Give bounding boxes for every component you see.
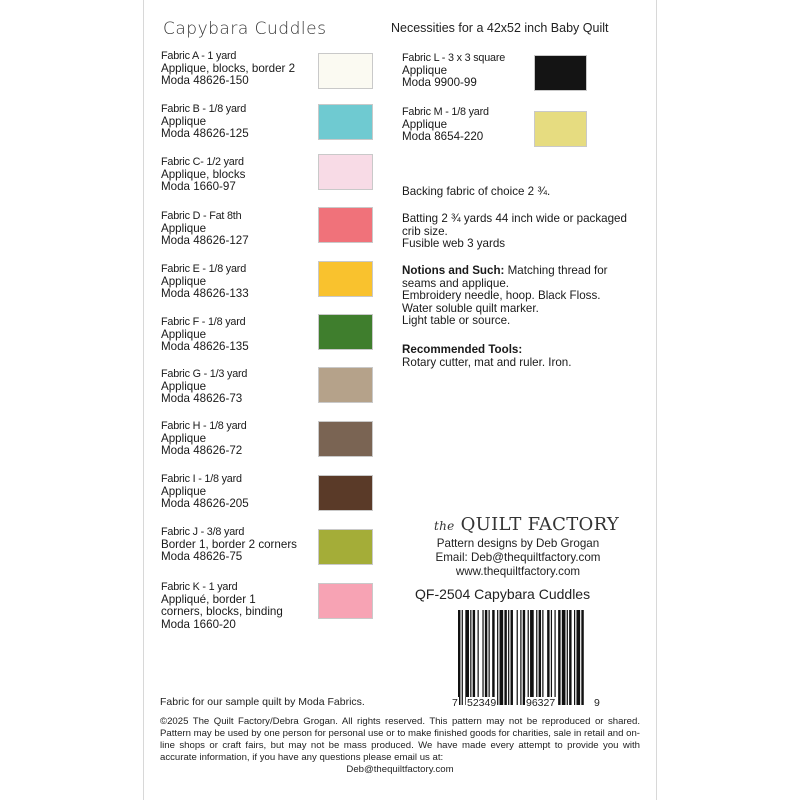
fabric-g-code: Moda 48626-73 <box>161 392 243 406</box>
barcode-bar <box>567 610 568 705</box>
fabric-c-swatch <box>318 154 373 190</box>
barcode-digits-2: 52349 <box>467 697 497 709</box>
notions-line-2: seams and applique. <box>402 276 509 290</box>
fabric-item-h <box>161 420 247 458</box>
barcode-bar <box>470 610 471 705</box>
fabric-b-amount: Fabric B - 1/8 yard <box>161 103 247 115</box>
barcode-bar <box>574 610 575 705</box>
fabric-a-amount: Fabric A - 1 yard <box>161 50 237 62</box>
logo-name: QUILT FACTORY <box>460 514 620 535</box>
fabric-item-a <box>161 50 295 88</box>
batting-note <box>402 213 627 251</box>
barcode-bar <box>511 610 513 705</box>
barcode-bar <box>569 610 571 705</box>
barcode-bar <box>530 610 534 705</box>
tools-section <box>402 344 571 369</box>
fabric-d-use: Applique <box>161 221 207 235</box>
barcode-bar <box>542 610 543 705</box>
barcode-bar <box>517 610 518 705</box>
fabric-b-swatch <box>318 104 373 140</box>
barcode-bar <box>551 610 552 705</box>
fabric-d-swatch <box>318 207 373 243</box>
fabric-b-code: Moda 48626-125 <box>161 127 249 141</box>
fabric-m-use: Applique <box>402 117 448 131</box>
fabric-j-swatch <box>318 529 373 565</box>
logo-the: the <box>434 519 455 533</box>
fabric-c-amount: Fabric C- 1/2 yard <box>161 156 244 168</box>
barcode-bar <box>558 610 560 705</box>
barcode-image <box>458 610 585 705</box>
fabric-item-i <box>161 473 249 511</box>
barcode-bar <box>497 610 498 705</box>
fabric-k-use: Appliqué, border 1 <box>161 592 256 606</box>
fabric-i-use: Applique <box>161 484 207 498</box>
fabric-item-j <box>161 526 297 564</box>
fabric-k-code: Moda 1660-20 <box>161 617 236 631</box>
barcode-digit-4: 9 <box>594 697 600 709</box>
fabric-h-code: Moda 48626-72 <box>161 444 243 458</box>
quilt-size-subtitle: Necessities for a 42x52 inch Baby Quilt <box>391 21 609 35</box>
barcode-bar <box>576 610 580 705</box>
fusible-web-note: Fusible web 3 yards <box>402 237 506 251</box>
barcode-bar <box>562 610 566 705</box>
fabric-h-swatch <box>318 421 373 457</box>
fabric-l-use: Applique <box>402 63 448 77</box>
fabric-l-code: Moda 9900-99 <box>402 76 477 90</box>
notions-line-5: Light table or source. <box>402 314 511 328</box>
pattern-code: QF-2504 Capybara Cuddles <box>415 586 591 602</box>
barcode-bar <box>539 610 541 705</box>
barcode-bar <box>520 610 521 705</box>
fabric-f-amount: Fabric F - 1/8 yard <box>161 316 246 328</box>
fabric-item-g <box>161 368 247 406</box>
notions-section <box>402 265 608 328</box>
backing-note: Backing fabric of choice 2 ¾. <box>402 185 551 198</box>
barcode-bar <box>547 610 549 705</box>
fabric-c-use: Applique, blocks <box>161 167 246 181</box>
fabric-credit: Fabric for our sample quilt by Moda Fabrics. <box>160 696 365 708</box>
fabric-h-use: Applique <box>161 431 207 445</box>
barcode-bar <box>458 610 460 705</box>
email-line: Email: Deb@thequiltfactory.com <box>435 551 601 564</box>
barcode-bar <box>508 610 509 705</box>
fabric-item-c <box>161 156 245 194</box>
fabric-item-f <box>161 316 249 354</box>
barcode-digits-3: 96327 <box>526 697 556 709</box>
fabric-item-d <box>161 210 249 248</box>
fabric-m-code: Moda 8654-220 <box>402 130 484 144</box>
barcode-bar <box>504 610 506 705</box>
fabric-k-swatch <box>318 583 373 619</box>
barcode-bar <box>478 610 479 705</box>
fabric-b-use: Applique <box>161 114 207 128</box>
barcode-bar <box>482 610 483 705</box>
tools-heading: Recommended Tools: <box>402 343 523 356</box>
fabric-i-swatch <box>318 475 373 511</box>
barcode-bar <box>554 610 555 705</box>
fabric-d-amount: Fabric D - Fat 8th <box>161 210 242 222</box>
barcode-bar <box>462 610 463 705</box>
barcode-bar <box>500 610 504 705</box>
fabric-item-m <box>402 106 489 144</box>
fabric-f-code: Moda 48626-135 <box>161 340 249 354</box>
fabric-item-b <box>161 103 249 141</box>
barcode-bar <box>473 610 475 705</box>
fabric-g-use: Applique <box>161 379 207 393</box>
fabric-item-k <box>161 581 283 631</box>
fabric-j-use: Border 1, border 2 corners <box>161 537 297 551</box>
batting-line-2: crib size. <box>402 224 448 238</box>
notions-line-3: Embroidery needle, hoop. Black Floss. <box>402 289 601 303</box>
fabric-a-swatch <box>318 53 373 89</box>
contact-block <box>420 537 616 579</box>
website-line: www.thequiltfactory.com <box>455 565 581 578</box>
fabric-c-code: Moda 1660-97 <box>161 180 236 194</box>
barcode-bar <box>581 610 583 705</box>
barcode-bar <box>492 610 494 705</box>
notions-line-1: Matching thread for <box>504 264 608 277</box>
fabric-k-amount: Fabric K - 1 yard <box>161 581 238 593</box>
fabric-f-use: Applique <box>161 327 207 341</box>
fabric-f-swatch <box>318 314 373 350</box>
notions-line-4: Water soluble quilt marker. <box>402 301 539 315</box>
quilt-factory-logo <box>434 514 619 535</box>
barcode-digit-1: 7 <box>452 697 458 709</box>
fabric-l-swatch <box>534 55 587 91</box>
fabric-j-amount: Fabric J - 3/8 yard <box>161 526 245 538</box>
fabric-i-code: Moda 48626-205 <box>161 497 249 511</box>
fabric-item-e <box>161 263 249 301</box>
fabric-m-amount: Fabric M - 1/8 yard <box>402 106 489 118</box>
fabric-a-use: Applique, blocks, border 2 <box>161 61 296 75</box>
pattern-title: Capybara Cuddles <box>163 19 327 39</box>
fabric-e-use: Applique <box>161 274 207 288</box>
fabric-a-code: Moda 48626-150 <box>161 74 249 88</box>
notions-heading: Notions and Such: <box>402 264 505 277</box>
fabric-e-amount: Fabric E - 1/8 yard <box>161 263 247 275</box>
fabric-k-use-cont: corners, blocks, binding <box>161 605 283 619</box>
designer-line: Pattern designs by Deb Grogan <box>436 537 600 550</box>
tools-text: Rotary cutter, mat and ruler. Iron. <box>402 355 572 369</box>
fabric-h-amount: Fabric H - 1/8 yard <box>161 420 247 432</box>
copyright-email: Deb@thequiltfactory.com <box>346 764 454 775</box>
barcode-bar <box>489 610 490 705</box>
barcode-bar <box>523 610 525 705</box>
copyright-notice <box>160 716 640 776</box>
fabric-i-amount: Fabric I - 1/8 yard <box>161 473 242 485</box>
fabric-l-amount: Fabric L - 3 x 3 square <box>402 52 506 64</box>
fabric-g-swatch <box>318 367 373 403</box>
fabric-item-l <box>402 52 505 90</box>
fabric-d-code: Moda 48626-127 <box>161 234 249 248</box>
fabric-e-swatch <box>318 261 373 297</box>
fabric-g-amount: Fabric G - 1/3 yard <box>161 368 248 380</box>
fabric-j-code: Moda 48626-75 <box>161 550 243 564</box>
barcode-bar <box>485 610 487 705</box>
barcode-bar <box>465 610 469 705</box>
fabric-e-code: Moda 48626-133 <box>161 287 249 301</box>
barcode-bar <box>536 610 537 705</box>
barcode-bar <box>528 610 529 705</box>
fabric-m-swatch <box>534 111 587 147</box>
batting-line-1: Batting 2 ¾ yards 44 inch wide or packaged <box>402 212 627 225</box>
copyright-body: ©2025 The Quilt Factory/Debra Grogan. All rights reserved. This pattern may not be reproduced or shared. Pattern may be used by one person for personal use or to make finished goods for charities, sale in retail and on-line shops or craft fairs, but may not be mass produced. We have made every attempt to provide you with accurate information, if you have any questions please email us at: <box>160 716 640 763</box>
